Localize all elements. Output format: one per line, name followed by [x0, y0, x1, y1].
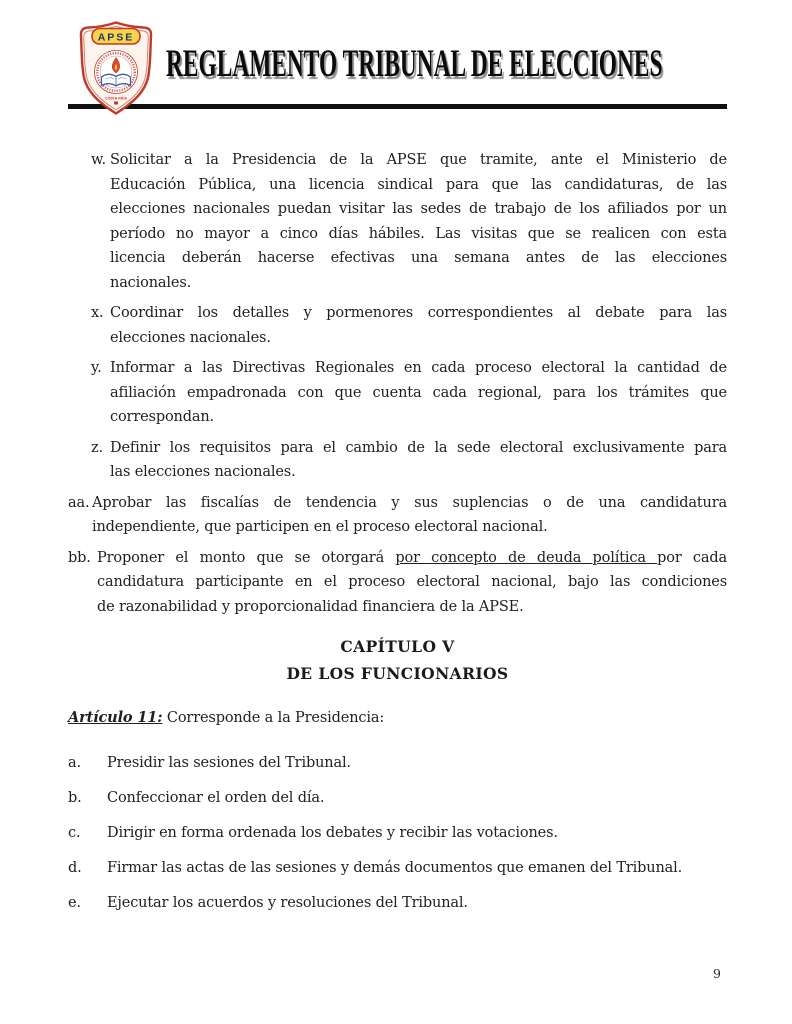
article-item-b	[68, 786, 727, 811]
item-line: candidatura participante en el proceso electoral nacional, bajo las condiciones	[97, 574, 727, 590]
item-text	[92, 491, 727, 540]
item-text	[110, 436, 727, 485]
item-label: a.	[68, 754, 81, 771]
item-label: z.	[91, 439, 103, 456]
item-line: Coordinar los detalles y pormenores correspondientes al debate para las	[110, 305, 727, 321]
article-11	[68, 706, 727, 731]
logo-bottom-mark	[114, 102, 118, 105]
item-text	[110, 148, 727, 295]
letter-item-y	[91, 356, 727, 430]
item-line: Educación Pública, una licencia sindical para que las candidaturas, de las	[110, 176, 727, 193]
bb-text-after: por cada	[657, 549, 728, 566]
document-body	[68, 148, 727, 926]
item-label: x.	[91, 305, 104, 321]
item-line: independiente, que participen en el proceso electoral nacional.	[92, 519, 548, 535]
chapter-subtitle: DE LOS FUNCIONARIOS	[286, 664, 509, 683]
letter-item-w	[91, 148, 727, 295]
item-label: aa.	[68, 494, 90, 511]
letter-item-z	[91, 436, 727, 485]
article-item-c	[68, 821, 727, 846]
item-text	[110, 301, 727, 350]
letter-item-x	[91, 301, 727, 350]
item-text: Presidir las sesiones del Tribunal.	[107, 754, 351, 771]
item-label: b.	[68, 789, 82, 806]
item-line: elecciones nacionales.	[110, 329, 271, 346]
item-label: c.	[68, 824, 81, 841]
letter-item-bb	[68, 546, 727, 620]
item-line: licencia deberán hacerse efectivas una semana antes de las elecciones	[110, 250, 727, 266]
item-line: elecciones nacionales puedan visitar las sedes de trabajo de los afiliados por un	[110, 201, 727, 217]
item-text: Firmar las actas de las sesiones y demás documentos que emanen del Tribunal.	[107, 859, 683, 876]
item-line	[97, 546, 727, 571]
bb-underlined-text: por concepto de deuda política	[395, 549, 658, 566]
bb-text-before: Proponer el monto que se otorgará	[97, 549, 396, 566]
page-title: REGLAMENTO TRIBUNAL DE ELECCIONES	[166, 42, 663, 85]
item-line: Aprobar las fiscalías de tendencia y sus suplencias o de una candidatura	[92, 494, 727, 511]
logo-country-text: COSTA RICA	[105, 96, 127, 101]
letter-item-aa	[68, 491, 727, 540]
article-item-e	[68, 891, 727, 916]
header-rule	[68, 104, 727, 109]
item-text	[97, 546, 727, 620]
article-item-d	[68, 856, 727, 881]
logo-banner-text: APSE	[97, 31, 135, 44]
item-label: bb.	[68, 549, 91, 566]
article-item-list	[68, 751, 727, 916]
item-label: w.	[91, 152, 107, 168]
item-text: Confeccionar el orden del día.	[107, 789, 325, 806]
item-line: Informar a las Directivas Regionales en cada proceso electoral la cantidad de	[110, 360, 727, 376]
apse-logo	[79, 21, 153, 115]
item-line: período no mayor a cinco días hábiles. Las visitas que se realicen con esta	[110, 225, 727, 242]
item-text: Ejecutar los acuerdos y resoluciones del Tribunal.	[107, 894, 468, 911]
item-line: Definir los requisitos para el cambio de la sede electoral exclusivamente para	[110, 439, 727, 456]
item-text	[110, 356, 727, 430]
item-label: d.	[68, 859, 82, 876]
item-label: y.	[91, 360, 102, 376]
article-item-a	[68, 751, 727, 776]
item-line: correspondan.	[110, 409, 215, 425]
item-line: de razonabilidad y proporcionalidad financiera de la APSE.	[97, 598, 524, 615]
chapter-title: CAPÍTULO V	[340, 637, 455, 656]
page-number: 9	[713, 966, 721, 981]
article-label: Artículo 11:	[68, 709, 163, 726]
item-text: Dirigir en forma ordenada los debates y recibir las votaciones.	[107, 824, 558, 841]
item-line: afiliación empadronada con que cuenta cada regional, para los trámites que	[110, 384, 727, 401]
article-text: Corresponde a la Presidencia:	[166, 710, 385, 726]
chapter-heading	[68, 633, 727, 687]
item-line: las elecciones nacionales.	[110, 464, 296, 480]
item-label: e.	[68, 894, 81, 911]
item-line: nacionales.	[110, 274, 192, 291]
item-line: Solicitar a la Presidencia de la APSE que tramite, ante el Ministerio de	[110, 152, 727, 168]
